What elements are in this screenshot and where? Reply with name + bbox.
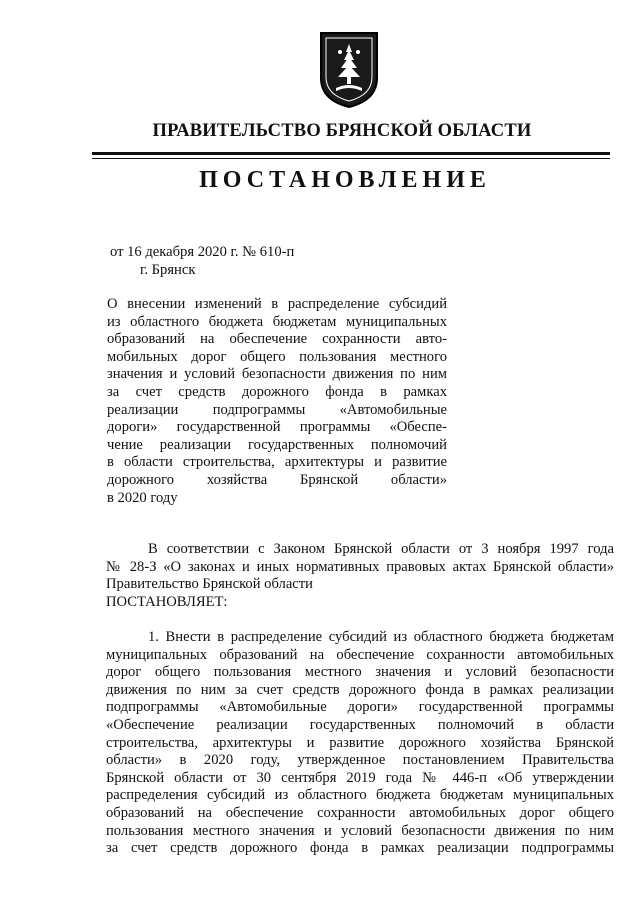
subject-line: образований на обеспечение сохранности авто-	[107, 331, 447, 348]
subject-line: значения и условий безопасности движения по ним	[107, 366, 447, 383]
item-line: 1. Внести в распределение субсидий из областного бюджета бюджетам	[148, 629, 614, 645]
subject-line: в области строительства, архитектуры и развитие	[107, 454, 447, 471]
item-line: области» в 2020 году, утвержденное постановлением Правительства	[106, 752, 614, 769]
subject-line: из областного бюджета бюджетам муниципальных	[107, 313, 447, 330]
item-line: строительства, архитектуры и развитие дорожного хозяйства Брянской	[106, 734, 614, 751]
subject-line: дороги» государственной программы «Обеспе-	[107, 419, 447, 436]
subject-line: в 2020 году	[107, 489, 178, 506]
organization-name: ПРАВИТЕЛЬСТВО БРЯНСКОЙ ОБЛАСТИ	[152, 121, 532, 141]
document-type-title: ПОСТАНОВЛЕНИЕ	[199, 167, 491, 193]
header-rule-thick	[92, 152, 610, 155]
item-line: «Обеспечение реализации государственных полномочий в области	[106, 716, 614, 733]
preamble-line: В соответствии с Законом Брянской области от 3 ноября 1997 года	[148, 541, 614, 557]
preamble-paragraph	[106, 541, 614, 611]
item-line: дорог общего пользования местного значения и условий безопасности	[106, 664, 614, 681]
item-line: образований на обеспечение сохранности автомобильных дорог общего	[106, 804, 614, 821]
item-line: Брянской области от 30 сентября 2019 года № 446-п «Об утверждении	[106, 769, 614, 786]
document-city: г. Брянск	[140, 262, 196, 278]
header-rule-thin	[92, 158, 610, 159]
subject-line: чение реализации государственных полномочий	[107, 436, 447, 453]
item-line: распределения субсидий из областного бюджета бюджетам муниципальных	[106, 787, 614, 804]
subject-line: О внесении изменений в распределение субсидий	[107, 296, 447, 312]
item-line: подпрограммы «Автомобильные дороги» государственной программы	[106, 699, 614, 716]
subject-line: мобильных дорог общего пользования местного	[107, 348, 447, 365]
preamble-line: № 28-З «О законах и иных нормативных правовых актах Брянской области»	[106, 558, 614, 575]
subject-line: реализации подпрограммы «Автомобильные	[107, 401, 447, 418]
item-line: пользования местного значения и условий безопасности движения по ним	[106, 822, 614, 839]
subject-line: дорожного хозяйства Брянской области»	[107, 471, 447, 488]
document-subject	[107, 296, 447, 507]
item-line: за счет средств дорожного фонда в рамках реализации подпрограммы	[106, 840, 614, 857]
preamble-line: Правительство Брянской области	[106, 576, 313, 593]
coat-of-arms-icon	[318, 30, 380, 110]
subject-line: за счет средств дорожного фонда в рамках	[107, 383, 447, 400]
resolves-heading: ПОСТАНОВЛЯЕТ:	[106, 593, 228, 610]
item-1-paragraph	[106, 629, 614, 858]
document-date-number: от 16 декабря 2020 г. № 610-п	[110, 244, 295, 260]
item-line: муниципальных образований на обеспечение сохранности автомобильных	[106, 646, 614, 663]
item-line: движения по ним за счет средств дорожного фонда в рамках реализации	[106, 681, 614, 698]
